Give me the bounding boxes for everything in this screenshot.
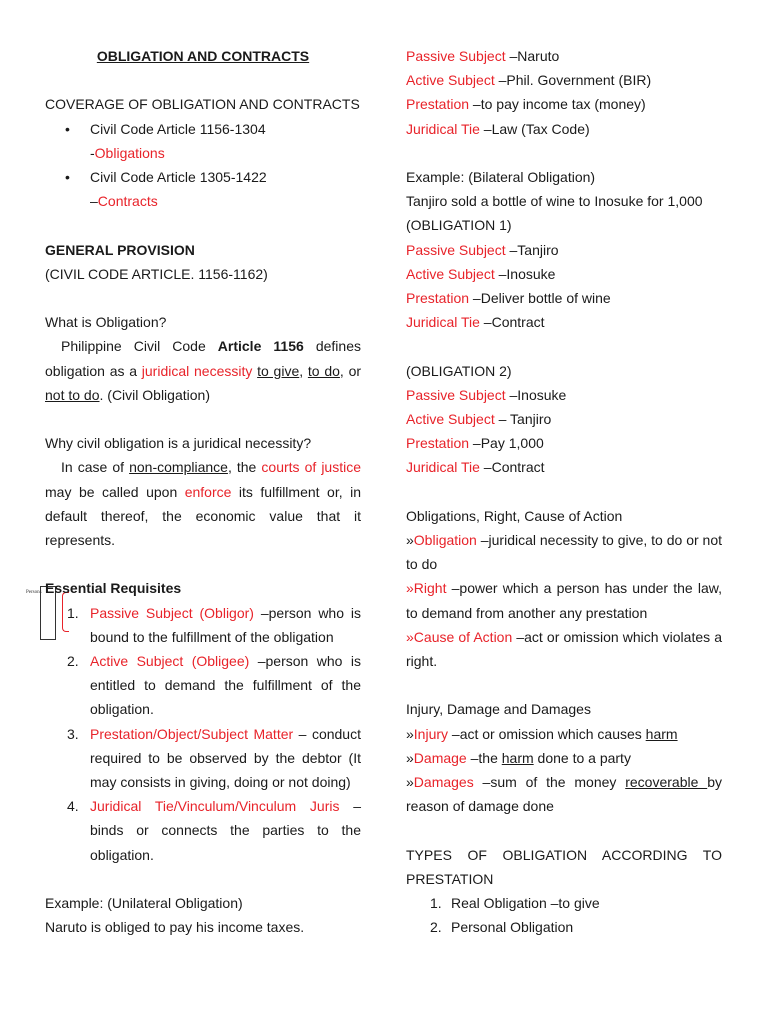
requisite-item: 3. Prestation/Object/Subject Matter – conduct required to be observed by the debtor (It may consists in giving, doing or not doing) bbox=[67, 725, 361, 791]
what-is-obligation-answer: Philippine Civil Code Article 1156 defines obligation as a juridical necessity to give, to do, or not to do. (Civil Obligation) bbox=[45, 338, 362, 403]
document-title: OBLIGATION AND CONTRACTS bbox=[96, 48, 310, 64]
right-column bbox=[406, 44, 722, 939]
type-item: 1. Real Obligation –to give bbox=[430, 895, 600, 912]
general-provision-heading: GENERAL PROVISION bbox=[45, 241, 195, 258]
bullet-icon: • bbox=[65, 120, 70, 137]
definition-line: »Damages –sum of the money recoverable by reason of damage done bbox=[406, 774, 723, 815]
term-line: Prestation –to pay income tax (money) bbox=[406, 96, 646, 113]
coverage-heading: COVERAGE OF OBLIGATION AND CONTRACTS bbox=[45, 96, 360, 113]
essential-requisites-heading: Essential Requisites bbox=[45, 580, 182, 597]
persons-label: Persons bbox=[26, 590, 42, 595]
coverage-item: • Civil Code Article 1156-1304 -Obligations bbox=[45, 117, 361, 165]
term-line: Passive Subject –Inosuke bbox=[406, 386, 567, 403]
bilateral-example-heading: Example: (Bilateral Obligation) bbox=[406, 169, 596, 185]
term-line: Juridical Tie –Contract bbox=[406, 459, 545, 476]
what-is-obligation-question: What is Obligation? bbox=[45, 314, 167, 331]
left-column bbox=[45, 44, 361, 939]
requisite-item: 1. Passive Subject (Obligor) –person who is bound to the fulfillment of the obligation bbox=[67, 604, 361, 645]
definition-line: »Cause of Action –act or omission which violates a right. bbox=[406, 628, 722, 670]
types-heading: TYPES OF OBLIGATION ACCORDING TO PRESTATION bbox=[406, 846, 722, 887]
term-line: Prestation –Pay 1,000 bbox=[406, 435, 544, 452]
bilateral-example-text: Tanjiro sold a bottle of wine to Inosuke for 1,000 bbox=[406, 193, 703, 210]
obligation-1-heading: (OBLIGATION 1) bbox=[406, 217, 512, 234]
why-answer: In case of non-compliance, the courts of justice may be called upon enforce its fulfillment or, in default thereof, the economic value that it represents. bbox=[45, 459, 361, 548]
definition-line: »Damage –the harm done to a party bbox=[406, 749, 631, 766]
idd-heading: Injury, Damage and Damages bbox=[406, 701, 591, 718]
why-question: Why civil obligation is a juridical necessity? bbox=[45, 435, 312, 452]
unilateral-example-heading: Example: (Unilateral Obligation) bbox=[45, 895, 243, 912]
term-line: Prestation –Deliver bottle of wine bbox=[406, 290, 611, 307]
coverage-item: • Civil Code Article 1305-1422 –Contracts bbox=[45, 165, 361, 213]
general-provision-sub: (CIVIL CODE ARTICLE. 1156-1162) bbox=[45, 265, 268, 282]
term-line: Active Subject –Inosuke bbox=[406, 265, 556, 282]
orc-heading: Obligations, Right, Cause of Action bbox=[406, 507, 623, 524]
definition-line: »Injury –act or omission which causes harm bbox=[406, 725, 678, 742]
type-item: 2. Personal Obligation bbox=[430, 919, 574, 936]
term-line: Active Subject –Phil. Government (BIR) bbox=[406, 72, 652, 89]
obligation-2-heading: (OBLIGATION 2) bbox=[406, 362, 512, 379]
definition-line: »Right –power which a person has under the law, to demand from another any prestation bbox=[406, 580, 722, 621]
term-line: Juridical Tie –Contract bbox=[406, 314, 545, 331]
definition-line: »Obligation –juridical necessity to give, to do or not to do bbox=[406, 532, 722, 573]
bullet-icon: • bbox=[65, 169, 70, 185]
term-line: Juridical Tie –Law (Tax Code) bbox=[406, 120, 590, 137]
term-line: Passive Subject –Naruto bbox=[406, 48, 560, 64]
requisite-item: 4. Juridical Tie/Vinculum/Vinculum Juris – binds or connects the parties to the obligation. bbox=[67, 798, 361, 863]
term-line: Active Subject – Tanjiro bbox=[406, 411, 552, 428]
term-line: Passive Subject –Tanjiro bbox=[406, 241, 559, 258]
requisite-item: 2. Active Subject (Obligee) –person who is entitled to demand the fulfillment of the obligation. bbox=[67, 653, 361, 718]
unilateral-example-text: Naruto is obliged to pay his income taxes. bbox=[45, 919, 305, 936]
